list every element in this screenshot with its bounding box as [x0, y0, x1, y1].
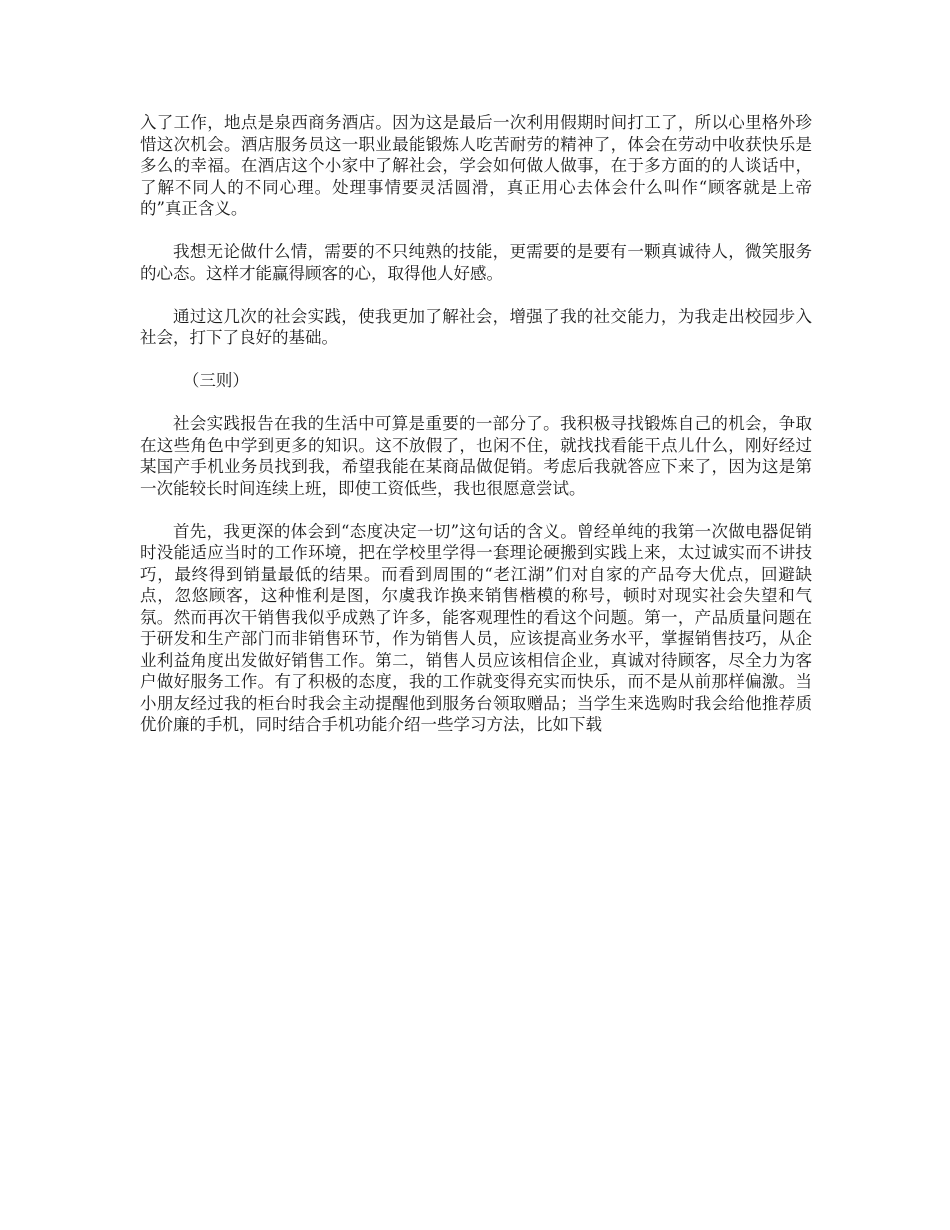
- paragraph-first-point: 首先，我更深的体会到“态度决定一切”这句话的含义。曾经单纯的我第一次做电器促销时没能适应当时的工作环境，把在学校里学得一套理论硬搬到实践上来，太过诚实而不讲技巧，最终得到销量最低的结果。而看到周围的“老江湖”们对自家的产品夸大优点，回避缺点，忽悠顾客，这种惟利是图，尔虞我诈换来销售楷模的称号，顿时对现实社会失望和气氛。然而再次干销售我似乎成熟了许多，能客观理性的看这个问题。第一，产品质量问题在于研发和生产部门而非销售环节，作为销售人员，应该提高业务水平，掌握销售技巧，从企业利益角度出发做好销售工作。第二，销售人员应该相信企业，真诚对待顾客，尽全力为客户做好服务工作。有了积极的态度，我的工作就变得充实而快乐，而不是从前那样偏激。当小朋友经过我的柜台时我会主动提醒他到服务台领取赠品；当学生来选购时我会给他推荐质优价廉的手机，同时结合手机功能介绍一些学习方法，比如下载: [140, 521, 812, 734]
- paragraph-conclusion: 通过这几次的社会实践，使我更加了解社会，增强了我的社交能力，为我走出校园步入社会，打下了良好的基础。: [140, 306, 812, 347]
- section-heading: （三则）: [182, 371, 249, 390]
- paragraph-intro: 社会实践报告在我的生活中可算是重要的一部分了。我积极寻找锻炼自己的机会，争取在这些角色中学到更多的知识。这不放假了，也闲不住，就找找看能干点儿什么，刚好经过某国产手机业务员找到我，希望我能在某商品做促销。考虑后我就答应下来了，因为这是第一次能较长时间连续上班，即使工资低些，我也很愿意尝试。: [140, 414, 812, 498]
- paragraph-attitude: 我想无论做什么情，需要的不只纯熟的技能，更需要的是要有一颗真诚待人，微笑服务的心态。这样才能赢得顾客的心，取得他人好感。: [140, 242, 812, 283]
- document-body: [140, 112, 812, 757]
- paragraph-continuation: 入了工作，地点是泉西商务酒店。因为这是最后一次利用假期时间打工了，所以心里格外珍惜这次机会。酒店服务员这一职业最能锻炼人吃苦耐劳的精神了，体会在劳动中收获快乐是多么的幸福。在酒店这个小家中了解社会，学会如何做人做事，在于多方面的的人谈话中，了解不同人的不同心理。处理事情要灵活圆滑，真正用心去体会什么叫作“顾客就是上帝的”真正含义。: [140, 113, 812, 218]
